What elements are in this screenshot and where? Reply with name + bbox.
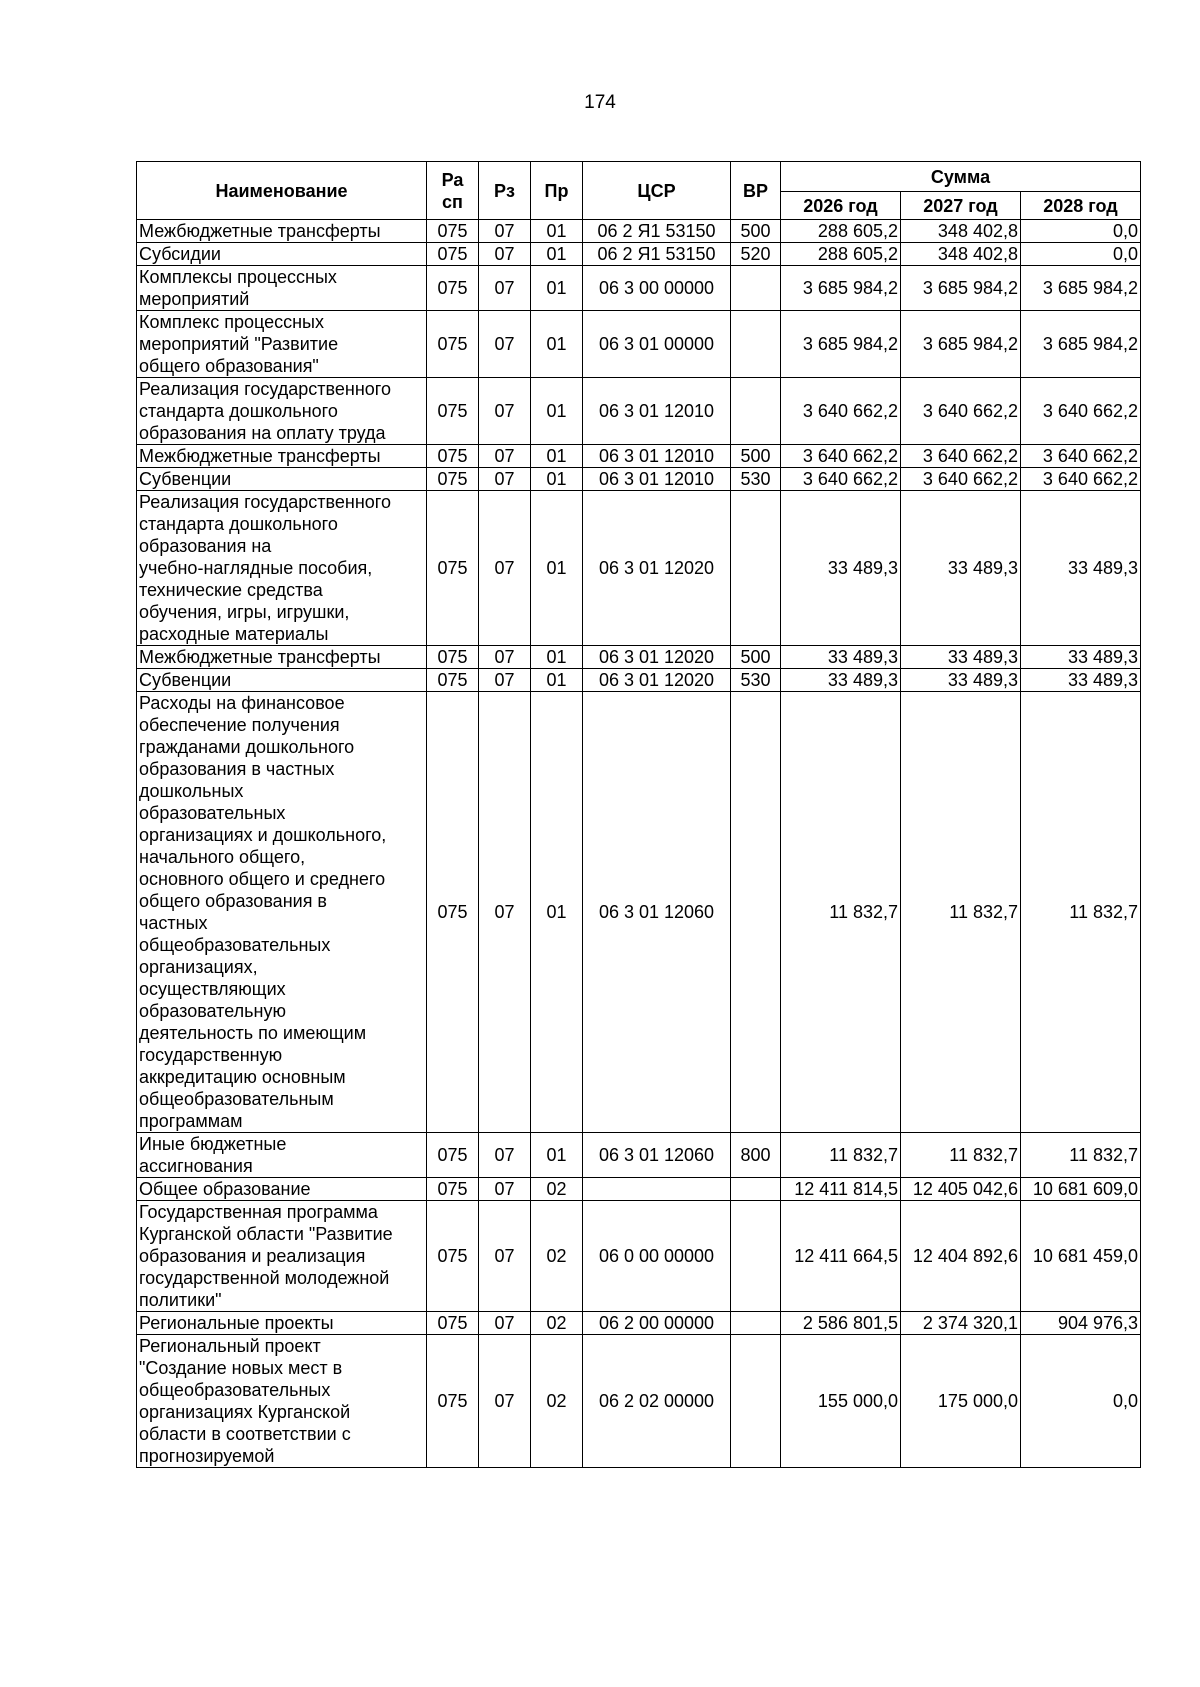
row-amount-2026-cell: 2 586 801,5 — [781, 1312, 901, 1335]
row-amount-2028-cell: 0,0 — [1021, 1335, 1141, 1468]
row-amount-2028-cell: 3 685 984,2 — [1021, 311, 1141, 378]
row-vr-cell — [731, 266, 781, 311]
row-rasp-cell: 075 — [427, 1178, 479, 1201]
row-csr-cell: 06 3 01 12020 — [583, 491, 731, 646]
row-rz-cell: 07 — [479, 243, 531, 266]
row-rz-cell: 07 — [479, 445, 531, 468]
row-csr-cell: 06 0 00 00000 — [583, 1201, 731, 1312]
row-name-cell: Общее образование — [137, 1178, 427, 1201]
row-name-cell: Межбюджетные трансферты — [137, 445, 427, 468]
row-csr-cell: 06 3 00 00000 — [583, 266, 731, 311]
table-body — [137, 220, 1141, 1468]
table-row — [137, 491, 1141, 646]
row-amount-2028-cell: 3 640 662,2 — [1021, 445, 1141, 468]
row-vr-cell — [731, 1335, 781, 1468]
table-row — [137, 669, 1141, 692]
header-rasp: Ра сп — [427, 162, 479, 220]
row-vr-cell: 800 — [731, 1133, 781, 1178]
row-name-cell: Государственная программа Курганской области "Развитие образования и реализация государственной молодежной политики" — [137, 1201, 427, 1312]
row-pr-cell: 01 — [531, 243, 583, 266]
row-name-cell: Региональные проекты — [137, 1312, 427, 1335]
row-rz-cell: 07 — [479, 669, 531, 692]
row-amount-2027-cell: 11 832,7 — [901, 1133, 1021, 1178]
row-rz-cell: 07 — [479, 1178, 531, 1201]
table-row — [137, 445, 1141, 468]
row-rz-cell: 07 — [479, 311, 531, 378]
row-amount-2027-cell: 3 640 662,2 — [901, 468, 1021, 491]
row-amount-2028-cell: 11 832,7 — [1021, 1133, 1141, 1178]
row-rasp-cell: 075 — [427, 1335, 479, 1468]
row-amount-2027-cell: 33 489,3 — [901, 669, 1021, 692]
row-amount-2026-cell: 288 605,2 — [781, 220, 901, 243]
row-amount-2026-cell: 3 640 662,2 — [781, 378, 901, 445]
row-csr-cell: 06 3 01 12060 — [583, 692, 731, 1133]
table-row — [137, 378, 1141, 445]
row-amount-2027-cell: 175 000,0 — [901, 1335, 1021, 1468]
row-amount-2027-cell: 33 489,3 — [901, 646, 1021, 669]
row-vr-cell: 530 — [731, 468, 781, 491]
row-vr-cell — [731, 311, 781, 378]
row-csr-cell: 06 2 Я1 53150 — [583, 220, 731, 243]
row-vr-cell: 500 — [731, 445, 781, 468]
row-rz-cell: 07 — [479, 491, 531, 646]
row-name-cell: Межбюджетные трансферты — [137, 220, 427, 243]
row-csr-cell: 06 2 Я1 53150 — [583, 243, 731, 266]
header-vr: ВР — [731, 162, 781, 220]
row-rz-cell: 07 — [479, 266, 531, 311]
row-pr-cell: 01 — [531, 1133, 583, 1178]
row-rasp-cell: 075 — [427, 669, 479, 692]
row-csr-cell: 06 3 01 12020 — [583, 669, 731, 692]
row-rasp-cell: 075 — [427, 692, 479, 1133]
row-amount-2028-cell: 3 640 662,2 — [1021, 468, 1141, 491]
row-rasp-cell: 075 — [427, 378, 479, 445]
row-rasp-cell: 075 — [427, 445, 479, 468]
row-amount-2027-cell: 33 489,3 — [901, 491, 1021, 646]
table-header — [137, 162, 1141, 220]
row-amount-2027-cell: 12 405 042,6 — [901, 1178, 1021, 1201]
row-rz-cell: 07 — [479, 692, 531, 1133]
row-vr-cell — [731, 378, 781, 445]
row-name-cell: Комплекс процессных мероприятий "Развитие общего образования" — [137, 311, 427, 378]
table-row — [137, 220, 1141, 243]
row-pr-cell: 01 — [531, 378, 583, 445]
row-pr-cell: 01 — [531, 646, 583, 669]
row-amount-2027-cell: 3 640 662,2 — [901, 445, 1021, 468]
row-pr-cell: 01 — [531, 468, 583, 491]
row-rasp-cell: 075 — [427, 220, 479, 243]
row-amount-2027-cell: 348 402,8 — [901, 243, 1021, 266]
row-vr-cell: 520 — [731, 243, 781, 266]
row-csr-cell: 06 2 00 00000 — [583, 1312, 731, 1335]
row-vr-cell — [731, 491, 781, 646]
row-amount-2026-cell: 33 489,3 — [781, 491, 901, 646]
row-csr-cell: 06 3 01 12010 — [583, 378, 731, 445]
row-pr-cell: 01 — [531, 220, 583, 243]
row-rz-cell: 07 — [479, 378, 531, 445]
header-csr: ЦСР — [583, 162, 731, 220]
row-name-cell: Комплексы процессных мероприятий — [137, 266, 427, 311]
row-pr-cell: 01 — [531, 445, 583, 468]
row-rasp-cell: 075 — [427, 468, 479, 491]
row-amount-2026-cell: 3 640 662,2 — [781, 468, 901, 491]
row-vr-cell: 500 — [731, 646, 781, 669]
row-amount-2027-cell: 3 685 984,2 — [901, 266, 1021, 311]
row-name-cell: Реализация государственного стандарта дошкольного образования на оплату труда — [137, 378, 427, 445]
page-number: 174 — [584, 92, 616, 113]
row-pr-cell: 01 — [531, 692, 583, 1133]
header-year-2028: 2028 год — [1021, 192, 1141, 220]
row-rasp-cell: 075 — [427, 243, 479, 266]
row-csr-cell: 06 3 01 12060 — [583, 1133, 731, 1178]
row-amount-2028-cell: 10 681 459,0 — [1021, 1201, 1141, 1312]
table-row — [137, 266, 1141, 311]
row-amount-2026-cell: 11 832,7 — [781, 692, 901, 1133]
row-rz-cell: 07 — [479, 1335, 531, 1468]
row-amount-2028-cell: 0,0 — [1021, 243, 1141, 266]
row-name-cell: Региональный проект "Создание новых мест в общеобразовательных организациях Курганской области в соответствии с прогнозируемой — [137, 1335, 427, 1468]
row-amount-2028-cell: 33 489,3 — [1021, 491, 1141, 646]
row-csr-cell: 06 3 01 12010 — [583, 445, 731, 468]
row-amount-2026-cell: 288 605,2 — [781, 243, 901, 266]
row-pr-cell: 02 — [531, 1178, 583, 1201]
header-name: Наименование — [137, 162, 427, 220]
row-rz-cell: 07 — [479, 1133, 531, 1178]
row-vr-cell: 500 — [731, 220, 781, 243]
row-amount-2027-cell: 12 404 892,6 — [901, 1201, 1021, 1312]
row-amount-2026-cell: 33 489,3 — [781, 646, 901, 669]
row-rasp-cell: 075 — [427, 266, 479, 311]
row-rasp-cell: 075 — [427, 491, 479, 646]
row-name-cell: Субвенции — [137, 468, 427, 491]
row-pr-cell: 02 — [531, 1335, 583, 1468]
row-amount-2028-cell: 904 976,3 — [1021, 1312, 1141, 1335]
row-name-cell: Реализация государственного стандарта дошкольного образования на учебно-наглядные пособия, технические средства обучения, игры, игрушки, расходные материалы — [137, 491, 427, 646]
row-csr-cell — [583, 1178, 731, 1201]
row-amount-2026-cell: 12 411 814,5 — [781, 1178, 901, 1201]
header-pr: Пр — [531, 162, 583, 220]
row-amount-2027-cell: 3 640 662,2 — [901, 378, 1021, 445]
row-csr-cell: 06 3 01 00000 — [583, 311, 731, 378]
row-rasp-cell: 075 — [427, 311, 479, 378]
row-rz-cell: 07 — [479, 468, 531, 491]
row-csr-cell: 06 2 02 00000 — [583, 1335, 731, 1468]
header-year-2027: 2027 год — [901, 192, 1021, 220]
table-row — [137, 468, 1141, 491]
table-row — [137, 646, 1141, 669]
table-row — [137, 311, 1141, 378]
row-csr-cell: 06 3 01 12010 — [583, 468, 731, 491]
row-vr-cell — [731, 1312, 781, 1335]
row-amount-2027-cell: 2 374 320,1 — [901, 1312, 1021, 1335]
row-amount-2028-cell: 10 681 609,0 — [1021, 1178, 1141, 1201]
row-amount-2026-cell: 3 685 984,2 — [781, 311, 901, 378]
table-row — [137, 1335, 1141, 1468]
row-csr-cell: 06 3 01 12020 — [583, 646, 731, 669]
row-amount-2026-cell: 3 640 662,2 — [781, 445, 901, 468]
row-vr-cell — [731, 692, 781, 1133]
row-amount-2026-cell: 155 000,0 — [781, 1335, 901, 1468]
row-amount-2028-cell: 3 685 984,2 — [1021, 266, 1141, 311]
row-amount-2026-cell: 3 685 984,2 — [781, 266, 901, 311]
table-row — [137, 243, 1141, 266]
row-amount-2028-cell: 0,0 — [1021, 220, 1141, 243]
row-rz-cell: 07 — [479, 646, 531, 669]
row-pr-cell: 02 — [531, 1201, 583, 1312]
row-amount-2028-cell: 11 832,7 — [1021, 692, 1141, 1133]
table-row — [137, 1178, 1141, 1201]
row-name-cell: Расходы на финансовое обеспечение получения гражданами дошкольного образования в частных дошкольных образовательных организациях и дошкольного, начального общего, основного общего и среднего общего образования в частных общеобразовательных организациях, осуществляющих образовательную деятельность по имеющим государственную аккредитацию основным общеобразовательным программам — [137, 692, 427, 1133]
row-amount-2027-cell: 3 685 984,2 — [901, 311, 1021, 378]
row-amount-2028-cell: 33 489,3 — [1021, 669, 1141, 692]
row-amount-2026-cell: 11 832,7 — [781, 1133, 901, 1178]
row-vr-cell — [731, 1201, 781, 1312]
table-row — [137, 1201, 1141, 1312]
header-sum: Сумма — [781, 162, 1141, 192]
row-rz-cell: 07 — [479, 1201, 531, 1312]
row-rasp-cell: 075 — [427, 1312, 479, 1335]
row-pr-cell: 01 — [531, 266, 583, 311]
row-amount-2028-cell: 3 640 662,2 — [1021, 378, 1141, 445]
row-pr-cell: 02 — [531, 1312, 583, 1335]
row-amount-2027-cell: 348 402,8 — [901, 220, 1021, 243]
row-pr-cell: 01 — [531, 311, 583, 378]
table-row — [137, 1312, 1141, 1335]
row-pr-cell: 01 — [531, 669, 583, 692]
row-rz-cell: 07 — [479, 220, 531, 243]
table-row — [137, 1133, 1141, 1178]
row-vr-cell — [731, 1178, 781, 1201]
table-row — [137, 692, 1141, 1133]
row-amount-2027-cell: 11 832,7 — [901, 692, 1021, 1133]
row-name-cell: Субсидии — [137, 243, 427, 266]
row-rasp-cell: 075 — [427, 1133, 479, 1178]
header-rz: Рз — [479, 162, 531, 220]
row-name-cell: Межбюджетные трансферты — [137, 646, 427, 669]
row-vr-cell: 530 — [731, 669, 781, 692]
row-rz-cell: 07 — [479, 1312, 531, 1335]
row-rasp-cell: 075 — [427, 1201, 479, 1312]
budget-table — [136, 161, 1141, 1468]
header-year-2026: 2026 год — [781, 192, 901, 220]
row-amount-2028-cell: 33 489,3 — [1021, 646, 1141, 669]
row-amount-2026-cell: 33 489,3 — [781, 669, 901, 692]
row-name-cell: Иные бюджетные ассигнования — [137, 1133, 427, 1178]
row-pr-cell: 01 — [531, 491, 583, 646]
row-amount-2026-cell: 12 411 664,5 — [781, 1201, 901, 1312]
row-name-cell: Субвенции — [137, 669, 427, 692]
row-rasp-cell: 075 — [427, 646, 479, 669]
